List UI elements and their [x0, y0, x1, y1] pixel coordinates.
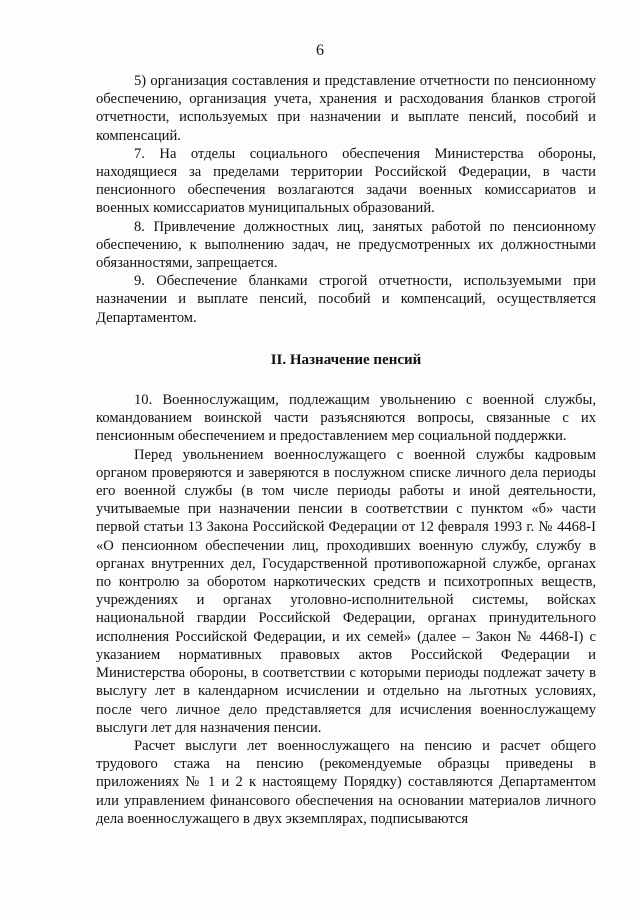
paragraph-10: 10. Военнослужащим, подлежащим увольнению с военной службы, командованием воинской части разъясняются вопросы, связанные с их пенсионным обеспечением и предоставлением мер социальной поддержки. — [96, 392, 596, 445]
paragraph-10-seniority-calculation: Расчет выслуги лет военнослужащего на пенсию и расчет общего трудового стажа на пенсию (рекомендуемые образцы приведены в приложениях № 1 и 2 к настоящему Порядку) составляются Департаментом или управлением финансового обеспечения на основании материалов личного дела военнослужащего в двух экземплярах, подписываются — [96, 737, 596, 827]
paragraph-10-service-periods: Перед увольнением военнослужащего с военной службы кадровым органом проверяются и заверяются в послужном списке личного дела периоды его военной службы (в том числе периоды работы и иной деятельности, учитываемые при назначении пенсии в соответствии с пунктом «б» части первой статьи 13 Закона Российской Федерации от 12 февраля 1993 г. № 4468-I «О пенсионном обеспечении лиц, проходивших военную службу, службу в органах внутренних дел, Государственной противопожарной службе, органах по контролю за оборотом наркотических средств и психотропных веществ, учреждениях и органах уголовно-исполнительной системы, войсках национальной гвардии Российской Федерации, органах принудительного исполнения Российской Федерации, и их семей» (далее – Закон № 4468-I) с указанием нормативных правовых актов Российской Федерации и Министерства обороны, в соответствии с которыми периоды подлежат зачету в выслугу лет в календарном исчислении и отдельно на льготных условиях, после чего личное дело представляется для исчисления военнослужащему выслуги лет для назначения пенсии. — [96, 446, 596, 736]
paragraph-item-5: 5) организация составления и представление отчетности по пенсионному обеспечению, организация учета, хранения и расходования бланков строгой отчетности, используемых при назначении и выплате пенсий, пособий и компенсаций. — [96, 73, 596, 144]
paragraph-7: 7. На отделы социального обеспечения Министерства обороны, находящиеся за пределами территории Российской Федерации, в части пенсионного обеспечения возлагаются задачи военных комиссариатов и военных комиссариатов муниципальных образований. — [96, 145, 596, 217]
section-heading: II. Назначение пенсий — [270, 351, 422, 368]
document-body — [96, 72, 596, 828]
paragraph-8: 8. Привлечение должностных лиц, занятых работой по пенсионному обеспечению, к выполнению задач, не предусмотренных их должностными обязанностями, запрещается. — [96, 218, 596, 272]
paragraph-9: 9. Обеспечение бланками строгой отчетности, используемыми при назначении и выплате пенсий, пособий и компенсаций, осуществляется Департаментом. — [96, 273, 596, 326]
page-number: 6 — [316, 42, 324, 59]
